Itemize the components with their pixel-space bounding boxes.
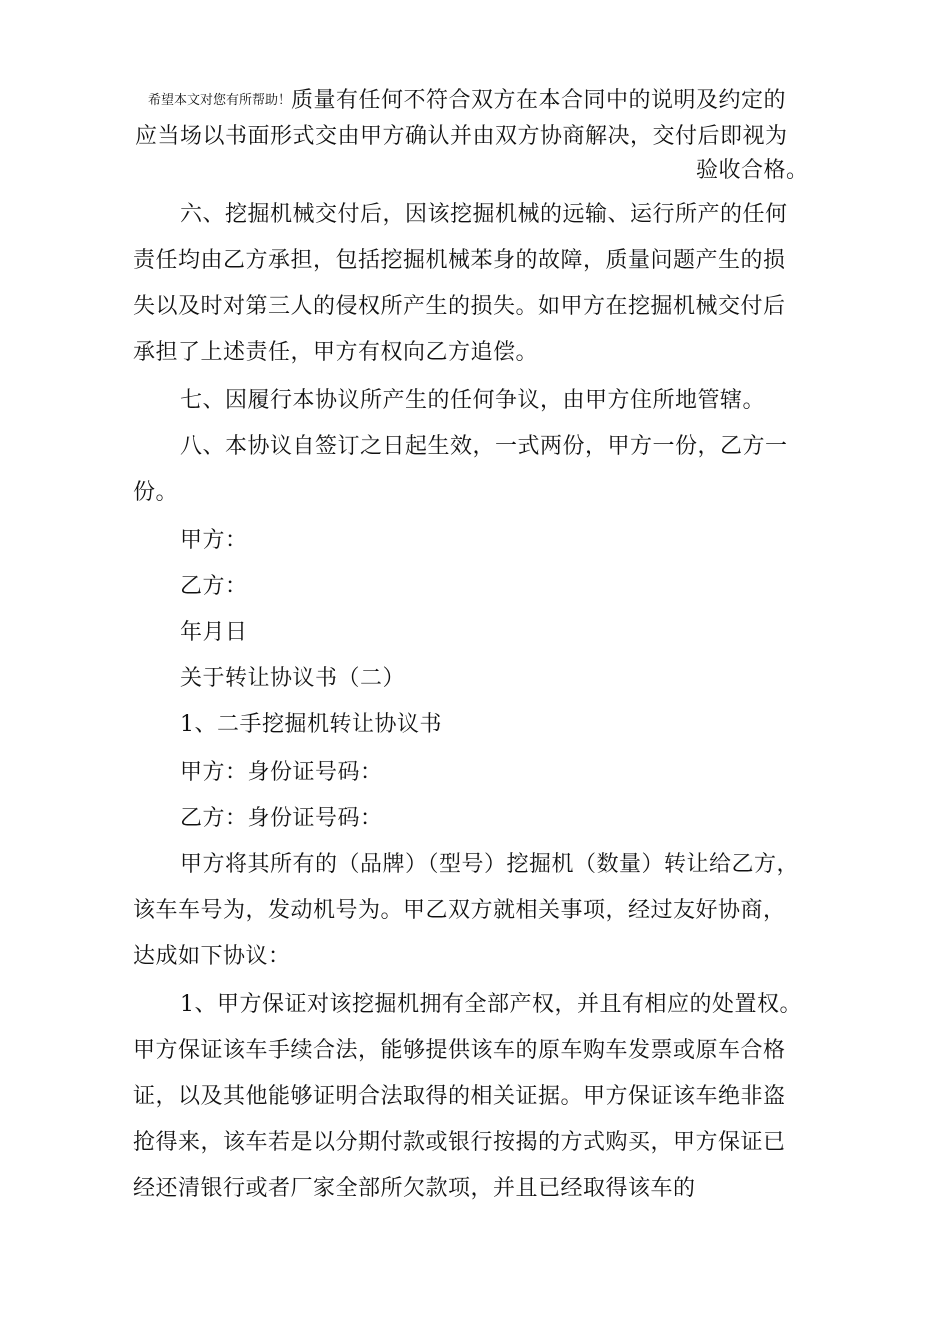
header-note: 希望本文对您有所帮助！ [148,93,292,108]
party-b-signature: 乙方： [180,574,248,599]
clause-1-line-5: 经还清银行或者厂家全部所欠款项，并且已经取得该车的 [133,1176,696,1201]
clause-7: 七、因履行本协议所产生的任何争议，由甲方住所地管辖。 [180,388,766,413]
clause-8-line-2: 份。 [133,480,179,505]
date-line: 年月日 [180,620,248,645]
clause-6-line-4: 承担了上述责任，甲方有权向乙方追偿。 [133,340,539,365]
clause-1-line-1: 1、甲方保证对该挖掘机拥有全部产权，并且有相应的处置权。 [180,992,802,1017]
intro-line-1: 甲方将其所有的（品牌）（型号）挖掘机（数量）转让给乙方， [180,852,800,877]
intro-line-3: 达成如下协议： [133,944,291,969]
section-title: 关于转让协议书（二） [180,666,406,691]
party-a-id: 甲方：身份证号码： [180,760,383,785]
agreement-title: 1、二手挖掘机转让协议书 [180,712,442,737]
clause-1-line-3: 证，以及其他能够证明合法取得的相关证据。甲方保证该车绝非盗 [133,1084,786,1109]
clause-6-line-2: 责任均由乙方承担，包括挖掘机械苯身的故障，质量问题产生的损 [133,248,786,273]
text-line-1 [148,86,786,116]
party-b-id: 乙方：身份证号码： [180,806,383,831]
clause-6-line-3: 失以及时对第三人的侵权所产生的损失。如甲方在挖掘机械交付后 [133,294,786,319]
line-text: 质量有任何不符合双方在本合同中的说明及约定的 [291,88,787,113]
text-line-2: 应当场以书面形式交由甲方确认并由双方协商解决，交付后即视为 [135,124,788,149]
clause-1-line-2: 甲方保证该车手续合法，能够提供该车的原车购车发票或原车合格 [133,1038,786,1063]
text-line-3: 验收合格。 [696,158,809,183]
intro-line-2: 该车车号为，发动机号为。甲乙双方就相关事项，经过友好协商， [133,898,786,923]
clause-8-line-1: 八、本协议自签订之日起生效，一式两份，甲方一份，乙方一 [180,434,788,459]
clause-1-line-4: 抢得来，该车若是以分期付款或银行按揭的方式购买，甲方保证已 [133,1130,786,1155]
party-a-signature: 甲方： [180,528,248,553]
clause-6-line-1: 六、挖掘机械交付后，因该挖掘机械的远输、运行所产的任何 [180,202,788,227]
